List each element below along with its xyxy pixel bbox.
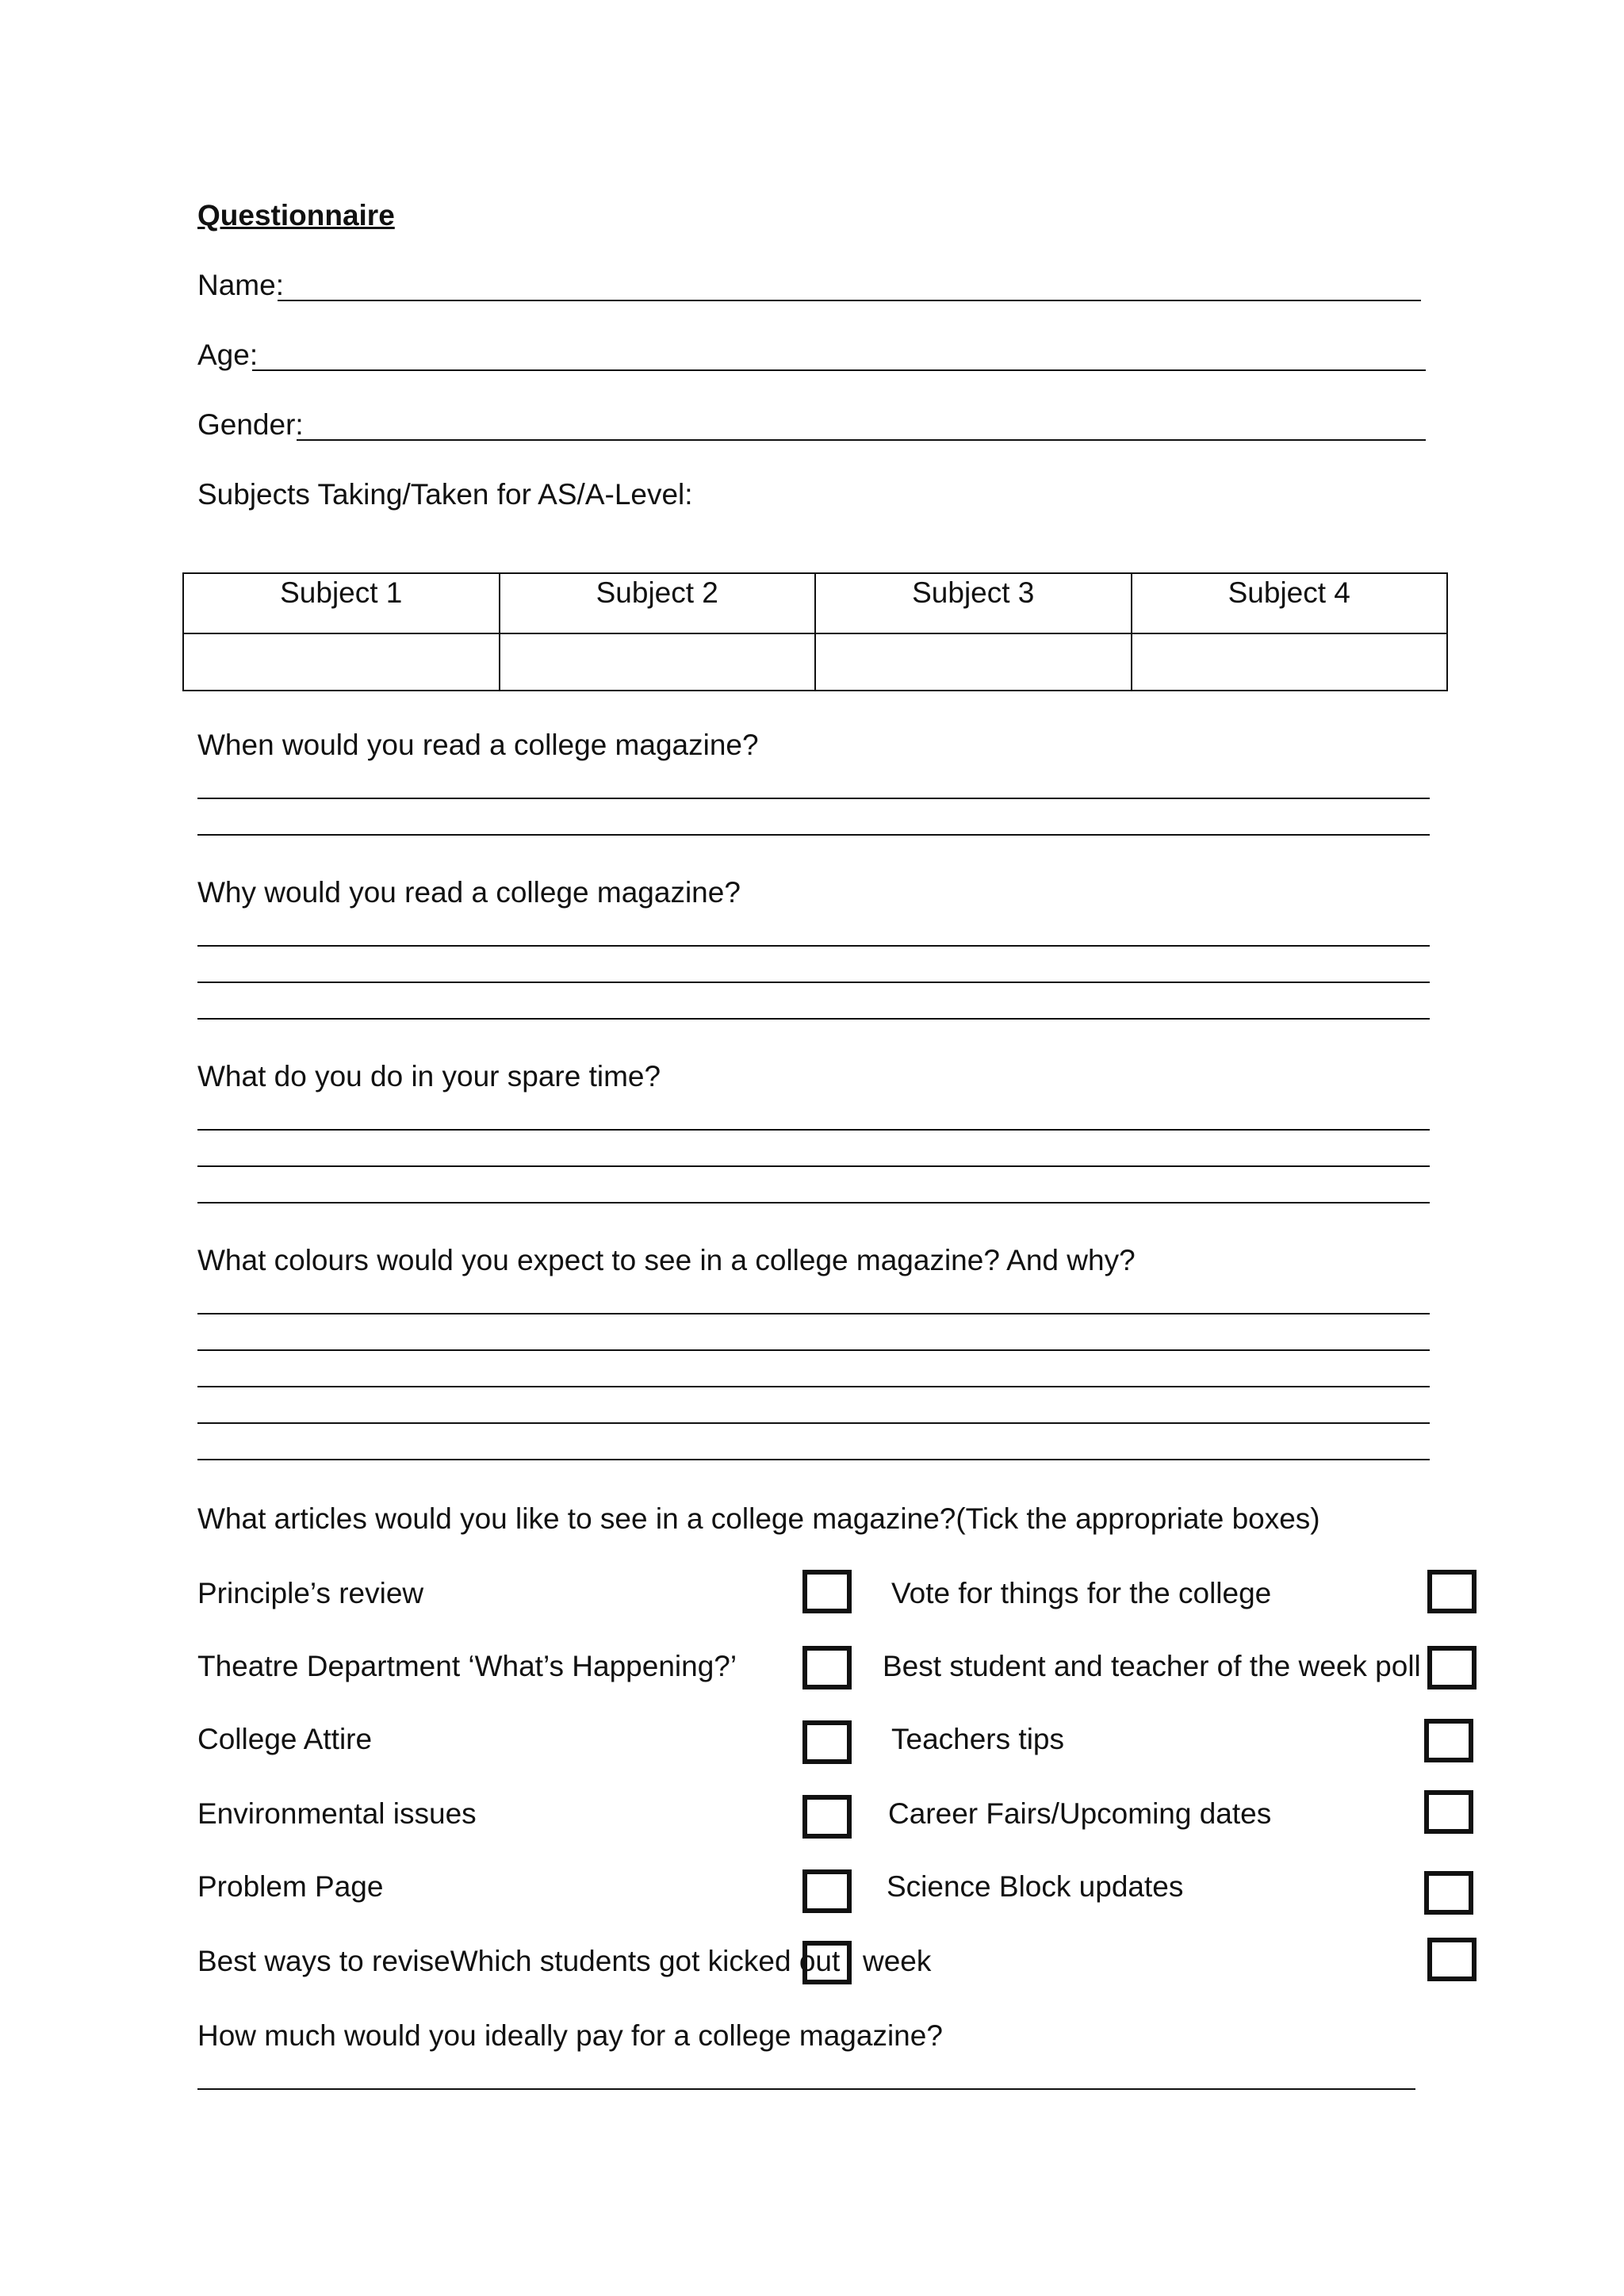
age-field[interactable] [252, 369, 1426, 371]
subject-4-input[interactable] [1132, 633, 1448, 691]
article-college-attire: College Attire [197, 1723, 373, 1755]
checkbox-theatre-department[interactable] [802, 1646, 852, 1689]
article-science-block: Science Block updates [887, 1870, 1184, 1903]
article-theatre-department: Theatre Department ‘What’s Happening?’ [197, 1650, 737, 1682]
question-articles: What articles would you like to see in a college magazine?(Tick the appropriate boxes) [197, 1502, 1320, 1535]
age-label: Age: [197, 339, 259, 371]
answer-line[interactable] [197, 1165, 1430, 1167]
answer-line[interactable] [197, 945, 1430, 947]
answer-line[interactable] [197, 1459, 1430, 1460]
subject-3-input[interactable] [815, 633, 1132, 691]
checkbox-teachers-tips[interactable] [1424, 1719, 1473, 1762]
question-price: How much would you ideally pay for a college magazine? [197, 2019, 943, 2052]
article-career-fairs: Career Fairs/Upcoming dates [888, 1797, 1272, 1830]
question-colours: What colours would you expect to see in a college magazine? And why? [197, 1244, 1136, 1276]
name-field[interactable] [278, 300, 1421, 301]
answer-line[interactable] [197, 1129, 1430, 1131]
subject-2-header: Subject 2 [500, 573, 816, 633]
checkbox-principles-review[interactable] [802, 1570, 852, 1613]
answer-line[interactable] [197, 834, 1430, 836]
question-when-read: When would you read a college magazine? [197, 729, 759, 761]
subject-4-header: Subject 4 [1132, 573, 1448, 633]
checkbox-best-student-teacher[interactable] [1427, 1646, 1477, 1689]
subject-2-input[interactable] [500, 633, 816, 691]
answer-line[interactable] [197, 1313, 1430, 1314]
article-week: week [863, 1945, 932, 1977]
answer-line[interactable] [197, 798, 1430, 799]
article-vote: Vote for things for the college [891, 1577, 1272, 1609]
subjects-label: Subjects Taking/Taken for AS/A-Level: [197, 478, 693, 511]
checkbox-week[interactable] [1427, 1938, 1477, 1981]
answer-line[interactable] [197, 982, 1430, 983]
price-answer-line[interactable] [197, 2088, 1415, 2090]
checkbox-best-ways-to-revise[interactable] [802, 1941, 852, 1984]
gender-field[interactable] [297, 439, 1426, 441]
article-problem-page: Problem Page [197, 1870, 384, 1903]
article-teachers-tips: Teachers tips [891, 1723, 1064, 1755]
checkbox-problem-page[interactable] [802, 1869, 852, 1913]
question-spare-time: What do you do in your spare time? [197, 1060, 661, 1093]
subject-1-header: Subject 1 [183, 573, 500, 633]
gender-label: Gender: [197, 408, 304, 441]
subject-1-input[interactable] [183, 633, 500, 691]
name-label: Name: [197, 269, 284, 301]
article-best-ways-to-revise: Best ways to reviseWhich students got kicked out [197, 1945, 841, 1977]
question-why-read: Why would you read a college magazine? [197, 876, 741, 909]
answer-line[interactable] [197, 1349, 1430, 1351]
article-best-student-teacher: Best student and teacher of the week poll [883, 1650, 1421, 1682]
answer-line[interactable] [197, 1422, 1430, 1424]
checkbox-environmental-issues[interactable] [802, 1795, 852, 1839]
article-principles-review: Principle’s review [197, 1577, 424, 1609]
article-environmental-issues: Environmental issues [197, 1797, 477, 1830]
checkbox-college-attire[interactable] [802, 1720, 852, 1764]
answer-line[interactable] [197, 1386, 1430, 1387]
subject-3-header: Subject 3 [815, 573, 1132, 633]
checkbox-science-block[interactable] [1424, 1871, 1473, 1915]
checkbox-career-fairs[interactable] [1424, 1790, 1473, 1834]
page-title: Questionnaire [197, 199, 395, 232]
answer-line[interactable] [197, 1018, 1430, 1020]
checkbox-vote[interactable] [1427, 1570, 1477, 1613]
subjects-table [182, 572, 1448, 691]
answer-line[interactable] [197, 1202, 1430, 1203]
